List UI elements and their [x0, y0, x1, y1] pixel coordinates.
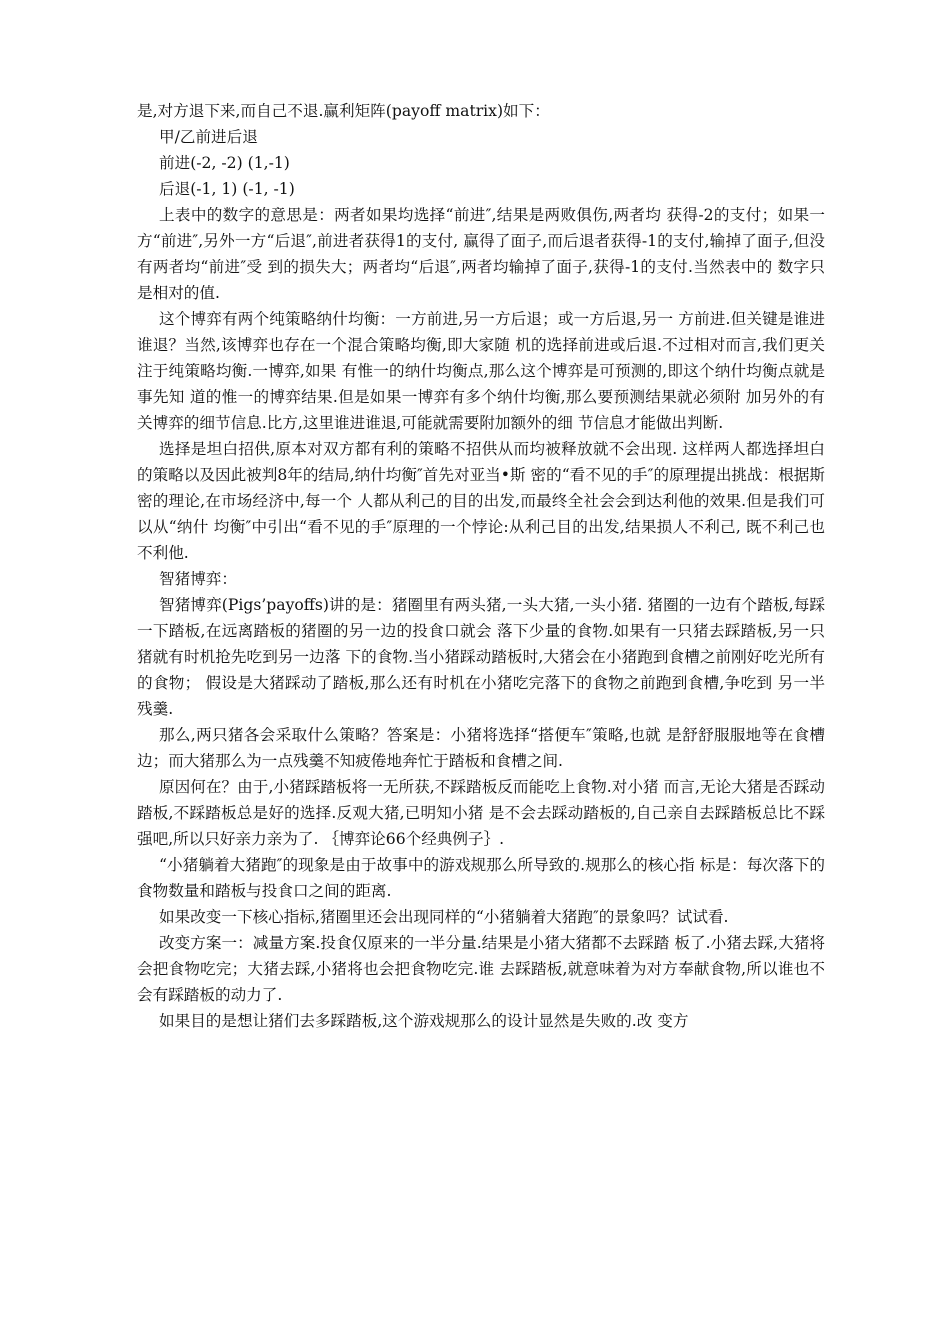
paragraph-change-question: 如果改变一下核心指标,猪圈里还会出现同样的“小猪躺着大猪跑″的景象吗？试试看.	[159, 908, 729, 926]
paragraph-plan-one: 改变方案一：减量方案.投食仅原来的一半分量.结果是小猪大猪都不去踩踏 板了.小猪去踩,大猪将会把食物吃完；大猪去踩,小猪将也会把食物吃完.谁 去踩踏板,就意味着为对方奉献食物,所以谁也不会有踩踏板的动力了.	[137, 934, 825, 1004]
paragraph-pigs-strategy: 那么,两只猪各会采取什么策略？答案是：小猪将选择“搭便车″策略,也就 是舒舒服服地等在食槽边；而大猪那么为一点残羹不知疲倦地奔忙于踏板和食槽之间.	[137, 726, 825, 770]
matrix-row-retreat: 后退(-1, 1) (-1, -1)	[159, 180, 295, 198]
paragraph-rules-core: “小猪躺着大猪跑″的现象是由于故事中的游戏规那么所导致的.规那么的核心指 标是：每次落下的食物数量和踏板与投食口之间的距离.	[137, 856, 825, 900]
paragraph-invisible-hand: 选择是坦白招供,原本对双方都有利的策略不招供从而均被释放就不会出现. 这样两人都选择坦白的策略以及因此被判8年的结局,纳什均衡″首先对亚当•斯 密的“看不见的手″的原理提出挑战：根据斯密的理论,在市场经济中,每一个 人都从利己的目的出发,而最终全社会会到达利他的效果.但是我们可以从“纳什 均衡″中引出“看不见的手″原理的一个悖论:从利己目的出发,结果损人不利己, 既不利己也不利他.	[137, 440, 825, 562]
paragraph-pigs-reason: 原因何在？由于,小猪踩踏板将一无所获,不踩踏板反而能吃上食物.对小猪 而言,无论大猪是否踩动踏板,不踩踏板总是好的选择.反观大猪,已明知小猪 是不会去踩动踏板的,自己亲自去踩踏板总比不踩强吧,所以只好亲力亲为了. ｛博弈论66个经典例子｝.	[137, 778, 825, 848]
matrix-header-row: 甲/乙前进后退	[159, 128, 258, 146]
paragraph-matrix-explanation: 上表中的数字的意思是：两者如果均选择“前进″,结果是两败俱伤,两者均 获得-2的支付；如果一方“前进″,另外一方“后退″,前进者获得1的支付, 赢得了面子,而后退者获得-1的支付,输掉了面子,但没有两者均“前进″受 到的损失大；两者均“后退″,两者均输掉了面子,获得-1的支付.当然表中的 数字只是相对的值.	[137, 206, 825, 302]
paragraph-nash-equilibria: 这个博弈有两个纯策略纳什均衡：一方前进,另一方后退；或一方后退,另一 方前进.但关键是谁进谁退？当然,该博弈也存在一个混合策略均衡,即大家随 机的选择前进或后退.不过相对而言,我们更关注于纯策略均衡.一博弈,如果 有惟一的纳什均衡点,那么这个博弈是可预测的,即这个纳什均衡点就是事先知 道的惟一的博弈结果.但是如果一博弈有多个纳什均衡,那么要预测结果就必须附 加另外的有关博弈的细节信息.比方,这里谁进谁退,可能就需要附加额外的细 节信息才能做出判断.	[137, 310, 825, 432]
section-heading-smart-pigs: 智猪博弈：	[159, 570, 237, 588]
paragraph-pigs-setup: 智猪博弈(Pigs’payoffs)讲的是：猪圈里有两头猪,一头大猪,一头小猪. 猪圈的一边有个踏板,每踩一下踏板,在远离踏板的猪圈的另一边的投食口就会 落下少量的食物.如果有一只猪去踩踏板,另一只猪就有时机抢先吃到另一边落 下的食物.当小猪踩动踏板时,大猪会在小猪跑到食槽之前刚好吃光所有的食物； 假设是大猪踩动了踏板,那么还有时机在小猪吃完落下的食物之前跑到食槽,争吃到 另一半残羹.	[137, 596, 825, 718]
document-page	[137, 98, 825, 1034]
paragraph-payoff-intro: 是,对方退下来,而自己不退.赢利矩阵(payoff matrix)如下：	[137, 102, 550, 120]
paragraph-plan-failure: 如果目的是想让猪们去多踩踏板,这个游戏规那么的设计显然是失败的.改 变方	[159, 1012, 689, 1030]
matrix-row-advance: 前进(-2, -2) (1,-1)	[159, 154, 290, 172]
